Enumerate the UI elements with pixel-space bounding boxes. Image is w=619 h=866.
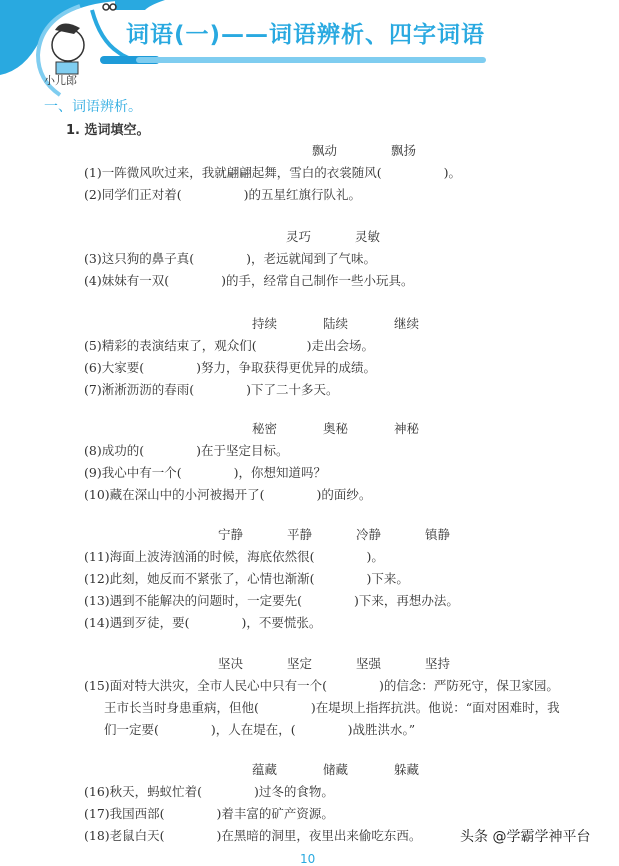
word-choice: 灵巧 — [286, 229, 312, 244]
exercise-sentence: (7)淅淅沥沥的春雨( )下了二十多天。 — [84, 382, 339, 397]
page-number: 10 — [300, 852, 316, 866]
word-choice: 平静 — [287, 527, 313, 542]
exercise-sentence: (17)我国西部( )着丰富的矿产资源。 — [84, 806, 334, 821]
word-choices — [218, 654, 494, 672]
exercise-sentence: (12)此刻，她反而不紧张了，心情也渐渐( )下来。 — [84, 571, 409, 586]
word-choice: 持续 — [252, 316, 278, 331]
word-choice: 冷静 — [356, 527, 382, 542]
word-choice: 神秘 — [394, 421, 420, 436]
word-choice: 宁静 — [218, 527, 244, 542]
word-choice: 蕴藏 — [252, 762, 278, 777]
word-choice: 储藏 — [323, 762, 349, 777]
word-choice: 躲藏 — [394, 762, 420, 777]
exercise-sentence: (13)遇到不能解决的问题时，一定要先( )下来，再想办法。 — [84, 593, 459, 608]
word-choice: 秘密 — [252, 421, 278, 436]
exercise-sentence: (4)妹妹有一双( )的手，经常自己制作一些小玩具。 — [84, 273, 414, 288]
exercise-sentence: (1)一阵微风吹过来，我就翩翩起舞，雪白的衣裳随风( )。 — [84, 165, 461, 180]
word-choice: 坚定 — [287, 656, 313, 671]
word-choice: 继续 — [394, 316, 420, 331]
page-title: 词语(一)——词语辨析、四字词语 — [126, 22, 486, 48]
title-underline — [136, 57, 486, 63]
exercise-sentence: (18)老鼠白天( )在黑暗的洞里，夜里出来偷吃东西。 — [84, 828, 422, 843]
word-choices — [252, 419, 465, 437]
page-header — [0, 0, 619, 100]
section-title: 一、词语辨析。 — [44, 99, 142, 115]
exercise-sentence: (6)大家要( )努力，争取获得更优异的成绩。 — [84, 360, 376, 375]
word-choices — [286, 227, 424, 245]
exercise-sentence: (11)海面上波涛汹涌的时候，海底依然很( )。 — [84, 549, 384, 564]
word-choice: 陆续 — [323, 316, 349, 331]
exercise-sentence: (14)遇到歹徒，要( )，不要慌张。 — [84, 615, 322, 630]
question-title: 1. 选词填空。 — [66, 123, 150, 138]
word-choice: 坚强 — [356, 656, 382, 671]
exercise-sentence: (5)精彩的表演结束了，观众们( )走出会场。 — [84, 338, 374, 353]
mascot-label: 小儿郎 — [44, 74, 77, 87]
exercise-sentence: 们一定要( )，人在堤在，( )战胜洪水。” — [104, 722, 416, 737]
word-choices — [252, 314, 465, 332]
word-choices — [252, 760, 465, 778]
exercise-sentence: (15)面对特大洪灾，全市人民心中只有一个( )的信念：严防死守，保卫家园。 — [84, 678, 559, 693]
exercise-sentence: (10)藏在深山中的小河被揭开了( )的面纱。 — [84, 487, 372, 502]
word-choice: 坚决 — [218, 656, 244, 671]
exercise-sentence: 王市长当时身患重病，但他( )在堤坝上指挥抗洪。他说：“面对困难时，我 — [104, 700, 560, 715]
word-choices — [312, 141, 470, 159]
word-choice: 飘扬 — [391, 143, 417, 158]
exercise-sentence: (8)成功的( )在于坚定目标。 — [84, 443, 289, 458]
word-choice: 镇静 — [425, 527, 451, 542]
exercise-sentence: (3)这只狗的鼻子真( )，老远就闻到了气味。 — [84, 251, 376, 266]
header-decoration — [0, 0, 619, 100]
exercise-sentence: (2)同学们正对着( )的五星红旗行队礼。 — [84, 187, 361, 202]
word-choice: 坚持 — [425, 656, 451, 671]
word-choice: 奥秘 — [323, 421, 349, 436]
exercise-sentence: (9)我心中有一个( )，你想知道吗？ — [84, 465, 326, 480]
word-choice: 飘动 — [312, 143, 338, 158]
word-choices — [218, 525, 494, 543]
exercise-sentence: (16)秋天，蚂蚁忙着( )过冬的食物。 — [84, 784, 334, 799]
word-choice: 灵敏 — [355, 229, 381, 244]
watermark: 头条 @学霸学神平台 — [460, 829, 591, 845]
